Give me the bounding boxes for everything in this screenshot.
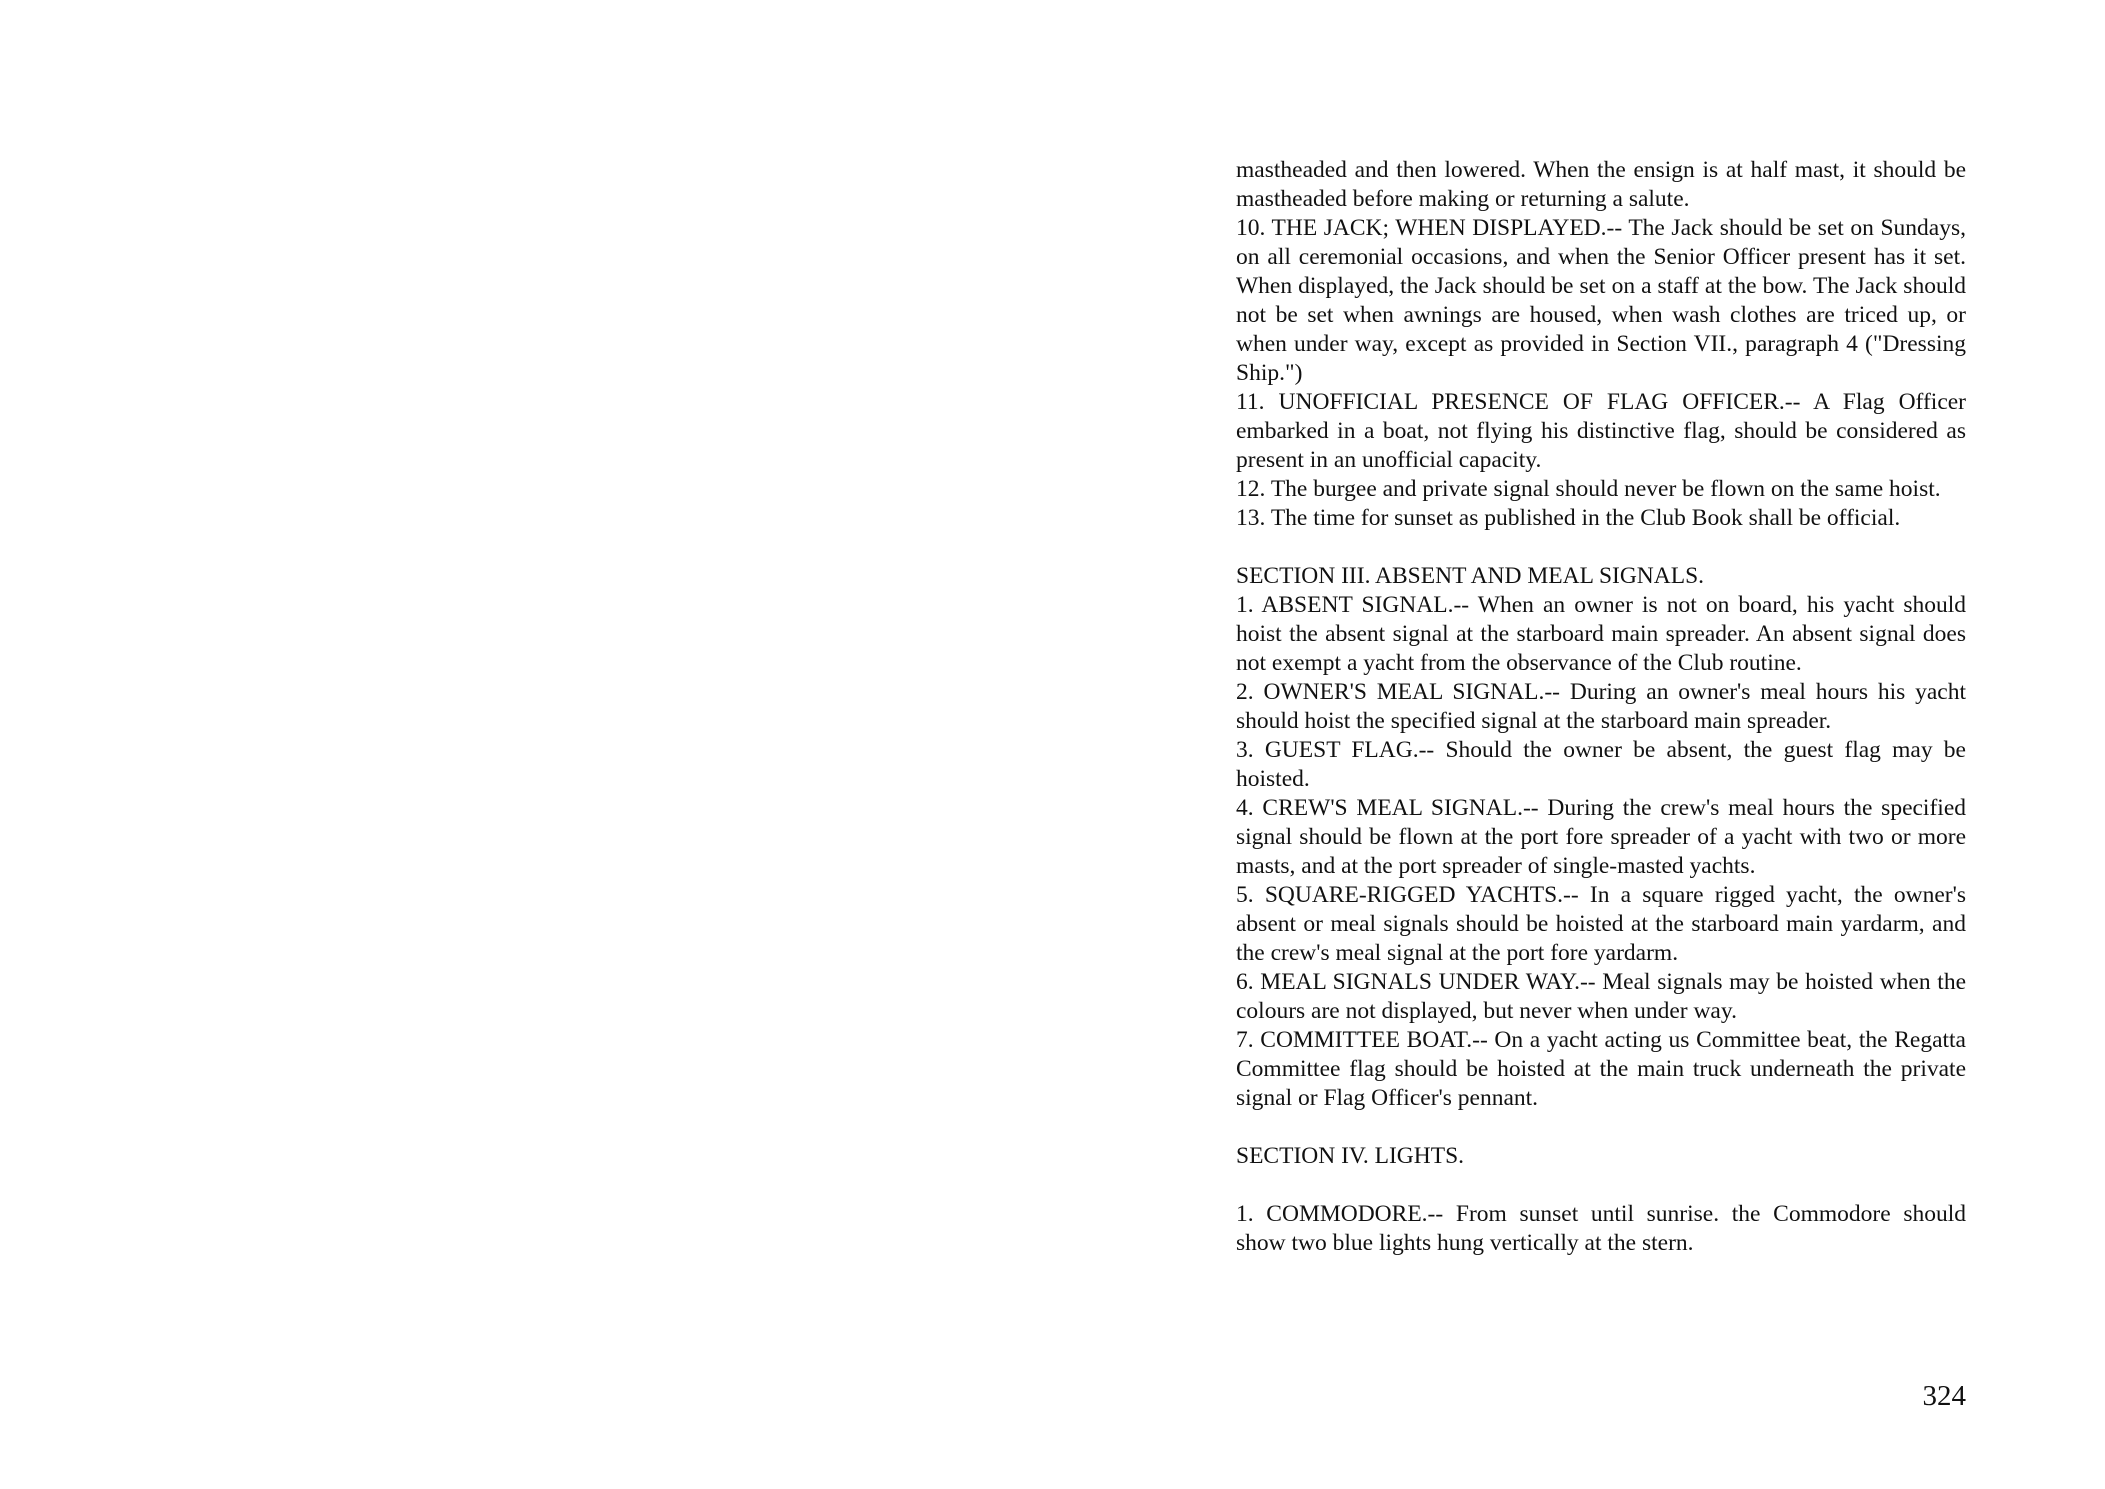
paragraph-ensign-continued: mastheaded and then lowered. When the ensign is at half mast, it should be mastheaded before making or returning a salute. — [1236, 157, 1966, 212]
paragraph-jack-displayed: 10. THE JACK; WHEN DISPLAYED.-- The Jack should be set on Sundays, on all ceremonial occasions, and when the Senior Officer present has it set. When displayed, the Jack should be set on a staff at the bow. The Jack should not be set when awnings are housed, when wash clothes are triced up, or when under way, except as provided in Section VII., paragraph 4 ("Dressing Ship.") — [1236, 215, 1966, 386]
paragraph-guest-flag: 3. GUEST FLAG.-- Should the owner be absent, the guest flag may be hoisted. — [1236, 737, 1966, 792]
paragraph-committee-boat: 7. COMMITTEE BOAT.-- On a yacht acting us Committee beat, the Regatta Committee flag should be hoisted at the main truck underneath the private signal or Flag Officer's pennant. — [1236, 1027, 1966, 1111]
paragraph-square-rigged-yachts: 5. SQUARE-RIGGED YACHTS.-- In a square rigged yacht, the owner's absent or meal signals should be hoisted at the starboard main yardarm, and the crew's meal signal at the port fore yardarm. — [1236, 882, 1966, 966]
paragraph-meal-signals-under-way: 6. MEAL SIGNALS UNDER WAY.-- Meal signals may be hoisted when the colours are not displayed, but never when under way. — [1236, 969, 1966, 1024]
section-heading-lights: SECTION IV. LIGHTS. — [1236, 1143, 1465, 1169]
paragraph-owners-meal-signal: 2. OWNER'S MEAL SIGNAL.-- During an owner's meal hours his yacht should hoist the specified signal at the starboard main spreader. — [1236, 679, 1966, 734]
section-heading-absent-meal-signals: SECTION III. ABSENT AND MEAL SIGNALS. — [1236, 563, 1705, 589]
paragraph-crews-meal-signal: 4. CREW'S MEAL SIGNAL.-- During the crew's meal hours the specified signal should be flown at the port fore spreader of a yacht with two or more masts, and at the port spreader of single-masted yachts. — [1236, 795, 1966, 879]
section-spacer — [1236, 1171, 1966, 1200]
page-body-text — [1236, 156, 1966, 1258]
paragraph-commodore-lights: 1. COMMODORE.-- From sunset until sunrise. the Commodore should show two blue lights hung vertically at the stern. — [1236, 1201, 1966, 1256]
paragraph-unofficial-presence: 11. UNOFFICIAL PRESENCE OF FLAG OFFICER.-- A Flag Officer embarked in a boat, not flying his distinctive flag, should be considered as present in an unofficial capacity. — [1236, 389, 1966, 473]
section-spacer — [1236, 533, 1966, 562]
paragraph-sunset-time: 13. The time for sunset as published in the Club Book shall be official. — [1236, 505, 1901, 531]
section-spacer — [1236, 1113, 1966, 1142]
paragraph-absent-signal: 1. ABSENT SIGNAL.-- When an owner is not on board, his yacht should hoist the absent signal at the starboard main spreader. An absent signal does not exempt a yacht from the observance of the Club routine. — [1236, 592, 1966, 676]
paragraph-burgee-private-signal: 12. The burgee and private signal should never be flown on the same hoist. — [1236, 476, 1941, 502]
page-number: 324 — [1922, 1380, 1966, 1412]
